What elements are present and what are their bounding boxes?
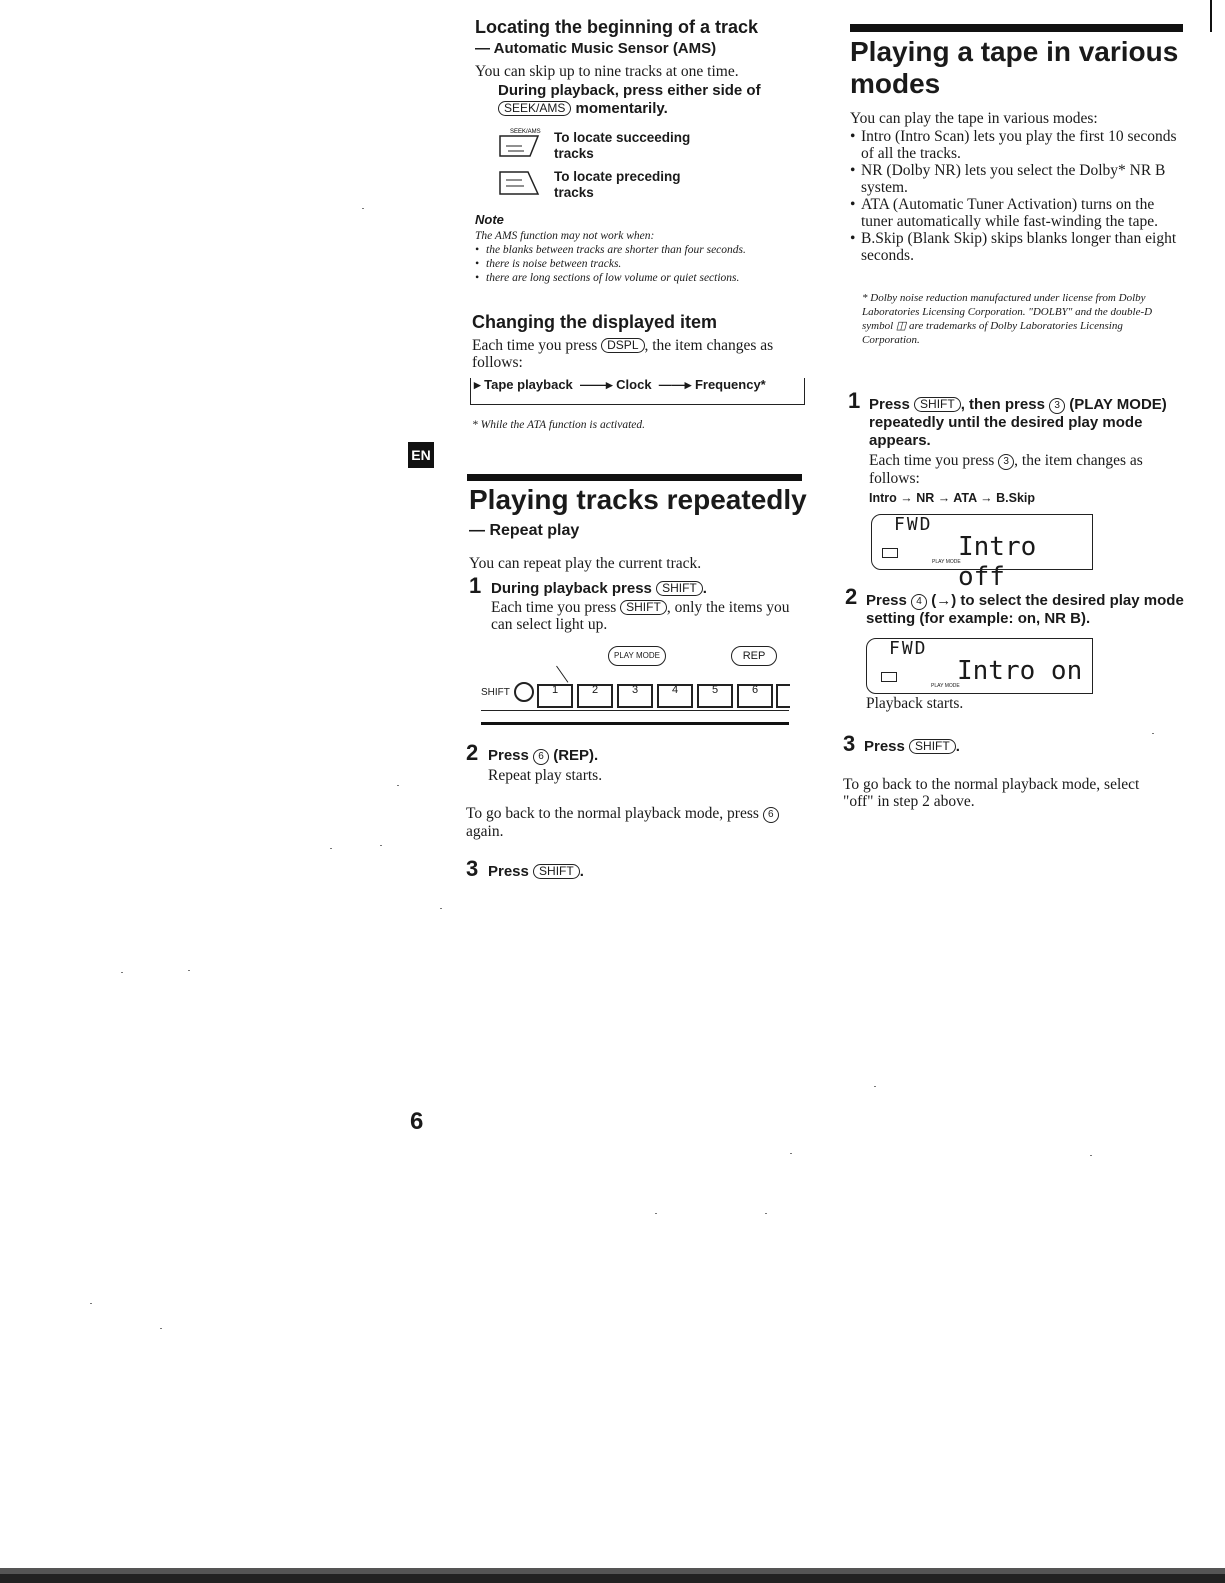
shift-key: SHIFT (620, 600, 667, 615)
lcd-main-text: Intro on (957, 656, 1083, 686)
ams-instruction (498, 82, 798, 118)
page-number: 6 (410, 1108, 424, 1135)
panel-button-partial (776, 684, 790, 708)
repeat-step2-b: (REP). (553, 747, 599, 764)
display-footnote: * While the ATA function is activated. (472, 419, 646, 431)
panel-base (481, 722, 789, 725)
repeat-subtitle: — Repeat play (469, 522, 580, 539)
display-body-a: Each time you press (472, 337, 598, 354)
section-rule-repeat (467, 474, 802, 481)
scan-speck (380, 845, 382, 846)
flow-tape-playback: Tape playback (484, 377, 573, 392)
shift-label: SHIFT (481, 687, 510, 698)
modes-back: To go back to the normal playback mode, select "off" in step 2 above. (843, 776, 1140, 810)
repeat-step2-body: Repeat play starts. (488, 767, 603, 784)
en-badge: EN (408, 442, 434, 468)
seek-forward-icon (498, 126, 544, 160)
note-item: • there are long sections of low volume or quiet sections. (475, 271, 805, 285)
panel-line (481, 710, 789, 711)
repeat-step1-a: During playback press (491, 580, 652, 597)
modes-step3-a: Press (864, 738, 905, 755)
modes-title: Playing a tape in various modes (850, 36, 1179, 99)
repeat-step2-instruction (488, 747, 598, 765)
lcd-main-text: Intro off (958, 532, 1037, 592)
lcd-display-2 (866, 638, 1093, 694)
panel-button-6 (737, 684, 773, 708)
modes-step2-b: (→) to select the desired play mode setting (for example: on, NR B). (866, 592, 1184, 627)
repeat-step3-a: Press (488, 863, 529, 880)
modes-step2-a: Press (866, 592, 907, 609)
shift-key: SHIFT (909, 739, 956, 754)
note-block (475, 229, 805, 285)
modes-list (850, 128, 1182, 264)
shift-knob (514, 682, 534, 702)
modes-step1-number: 1 (848, 388, 861, 413)
display-body (472, 337, 802, 371)
mode-item-bskip: • B.Skip (Blank Skip) skips blanks longer than eight seconds. (850, 230, 1182, 264)
panel-button-label: 4 (671, 684, 679, 696)
panel-button-label: 5 (711, 684, 719, 696)
modes-step1-instruction (869, 396, 1184, 450)
scan-speck (397, 785, 399, 786)
repeat-back (466, 805, 806, 840)
repeat-step1-instruction (491, 580, 707, 598)
modes-step1-body-b: , the item changes as follows: (869, 452, 1143, 487)
panel-button-label: 6 (751, 684, 759, 696)
scan-speck (655, 1213, 657, 1214)
panel-button-2 (577, 684, 613, 708)
shift-key: SHIFT (914, 397, 961, 412)
ams-instr-text-a: During playback, press either side of (498, 82, 761, 99)
scan-speck (790, 1153, 792, 1154)
flow-ata: ATA (953, 491, 977, 505)
repeat-back-b: again. (466, 823, 504, 840)
ams-instr-text-b: momentarily. (575, 100, 668, 117)
repeat-step2-a: Press (488, 747, 529, 764)
note-list (475, 243, 805, 285)
panel-button-label: 2 (591, 684, 599, 696)
repeat-step3-number: 3 (466, 856, 479, 881)
modes-step1-body (869, 452, 1184, 487)
dolby-icon (881, 672, 897, 682)
mode-item-intro: • Intro (Intro Scan) lets you play the first 10 seconds of all the tracks. (850, 128, 1182, 162)
repeat-step3-b: . (579, 863, 584, 880)
scan-speck (765, 1213, 767, 1214)
note-label: Note (475, 212, 504, 227)
lcd-mode-text: FWD (889, 638, 928, 659)
locate-next-label: To locate succeeding tracks (554, 130, 691, 161)
display-flow: ▸ Tape playback ——▸ Clock ——▸ Frequency* (474, 377, 766, 392)
panel-button-5 (697, 684, 733, 708)
flow-intro: Intro (869, 491, 897, 505)
play-mode-button: PLAY MODE (608, 646, 666, 666)
modes-step2-number: 2 (845, 584, 858, 609)
modes-step3-number: 3 (843, 731, 856, 756)
display-body-b: , the item changes as follows: (472, 337, 774, 371)
repeat-step1-number: 1 (469, 573, 482, 598)
mode-item-nr: • NR (Dolby NR) lets you select the Dolby* NR B system. (850, 162, 1182, 196)
scan-speck (874, 1086, 876, 1087)
pointer-line (556, 666, 568, 683)
scan-speck (121, 972, 123, 973)
panel-button-label: 1 (551, 684, 559, 696)
repeat-intro: You can repeat play the current track. (469, 555, 702, 572)
modes-step1-a: Press (869, 396, 910, 413)
seek-icon-label: SEEK/AMS (510, 129, 541, 135)
panel-button-label: 3 (631, 684, 639, 696)
modes-step2-instruction (866, 592, 1184, 628)
repeat-step1-body-a: Each time you press (491, 599, 617, 616)
note-item: • the blanks between tracks are shorter than four seconds. (475, 243, 805, 257)
section-rule-modes (850, 24, 1183, 32)
shift-key: SHIFT (656, 581, 703, 596)
seek-ams-key: SEEK/AMS (498, 101, 571, 116)
modes-step3-b: . (955, 738, 960, 755)
lcd-mode-text: FWD (894, 514, 933, 535)
flow-clock: Clock (616, 377, 652, 392)
dolby-icon (882, 548, 898, 558)
dolby-note: * Dolby noise reduction manufactured under license from Dolby Laboratories Licensing Corporation. "DOLBY" and the double-D symbol ◫ are trademarks of Dolby Laboratories Licensing Corporation. (862, 292, 1153, 346)
scan-bottom-border-edge (0, 1568, 1225, 1574)
modes-step2-body: Playback starts. (866, 695, 964, 712)
note-intro: The AMS function may not work when: (475, 230, 655, 242)
modes-step1-c: (PLAY MODE) repeatedly until the desired play mode appears. (869, 396, 1167, 449)
key-3: 3 (1049, 398, 1065, 414)
panel-button-4 (657, 684, 693, 708)
repeat-step1-body (491, 599, 806, 633)
scan-speck (188, 970, 190, 971)
repeat-back-a: To go back to the normal playback mode, press (466, 805, 759, 822)
key-4: 4 (911, 594, 927, 610)
rep-button: REP (731, 646, 777, 666)
flow-nr: NR (916, 491, 935, 505)
ams-intro: You can skip up to nine tracks at one time. (475, 63, 739, 80)
flow-bskip: B.Skip (996, 491, 1036, 505)
key-6: 6 (533, 749, 549, 765)
dspl-key: DSPL (601, 338, 644, 353)
seek-back-icon (498, 168, 544, 202)
repeat-title: Playing tracks repeatedly (469, 484, 807, 515)
lcd-playmode-label: PLAY MODE (931, 683, 960, 689)
lcd-display-1 (871, 514, 1093, 592)
scan-speck (362, 208, 364, 209)
ams-title: Locating the beginning of a track (475, 17, 759, 37)
repeat-step2-number: 2 (466, 740, 479, 765)
repeat-step3-instruction (488, 863, 584, 881)
key-3: 3 (998, 454, 1014, 470)
ams-subtitle: — Automatic Music Sensor (AMS) (475, 40, 717, 57)
note-item: • there is noise between tracks. (475, 257, 805, 271)
lcd-playmode-label: PLAY MODE (932, 559, 961, 565)
scan-speck (90, 1303, 92, 1304)
scan-speck (440, 908, 442, 909)
modes-flow: Intro → NR → ATA → B.Skip (869, 491, 1036, 505)
modes-step1-b: , then press (960, 396, 1045, 413)
repeat-step1-body-b: , only the items you can select light up. (491, 599, 790, 633)
shift-key: SHIFT (533, 864, 580, 879)
locate-prev-label: To locate preceding tracks (554, 169, 681, 200)
key-6: 6 (763, 807, 779, 823)
page-edge-mark (1210, 0, 1212, 32)
scan-speck (160, 1328, 162, 1329)
mode-item-ata: • ATA (Automatic Tuner Activation) turns on the tuner automatically while fast-winding the tape. (850, 196, 1182, 230)
panel-button-3 (617, 684, 653, 708)
scan-speck (1152, 733, 1154, 734)
repeat-step1-b: . (702, 580, 707, 597)
panel-button-1 (537, 684, 573, 708)
display-title: Changing the displayed item (472, 312, 718, 332)
flow-frequency: Frequency* (694, 377, 766, 392)
modes-intro: You can play the tape in various modes: (850, 110, 1098, 127)
modes-step1-body-a: Each time you press (869, 452, 995, 469)
modes-step3-instruction (864, 738, 960, 756)
scan-speck (330, 848, 332, 849)
scan-speck (1090, 1155, 1092, 1156)
